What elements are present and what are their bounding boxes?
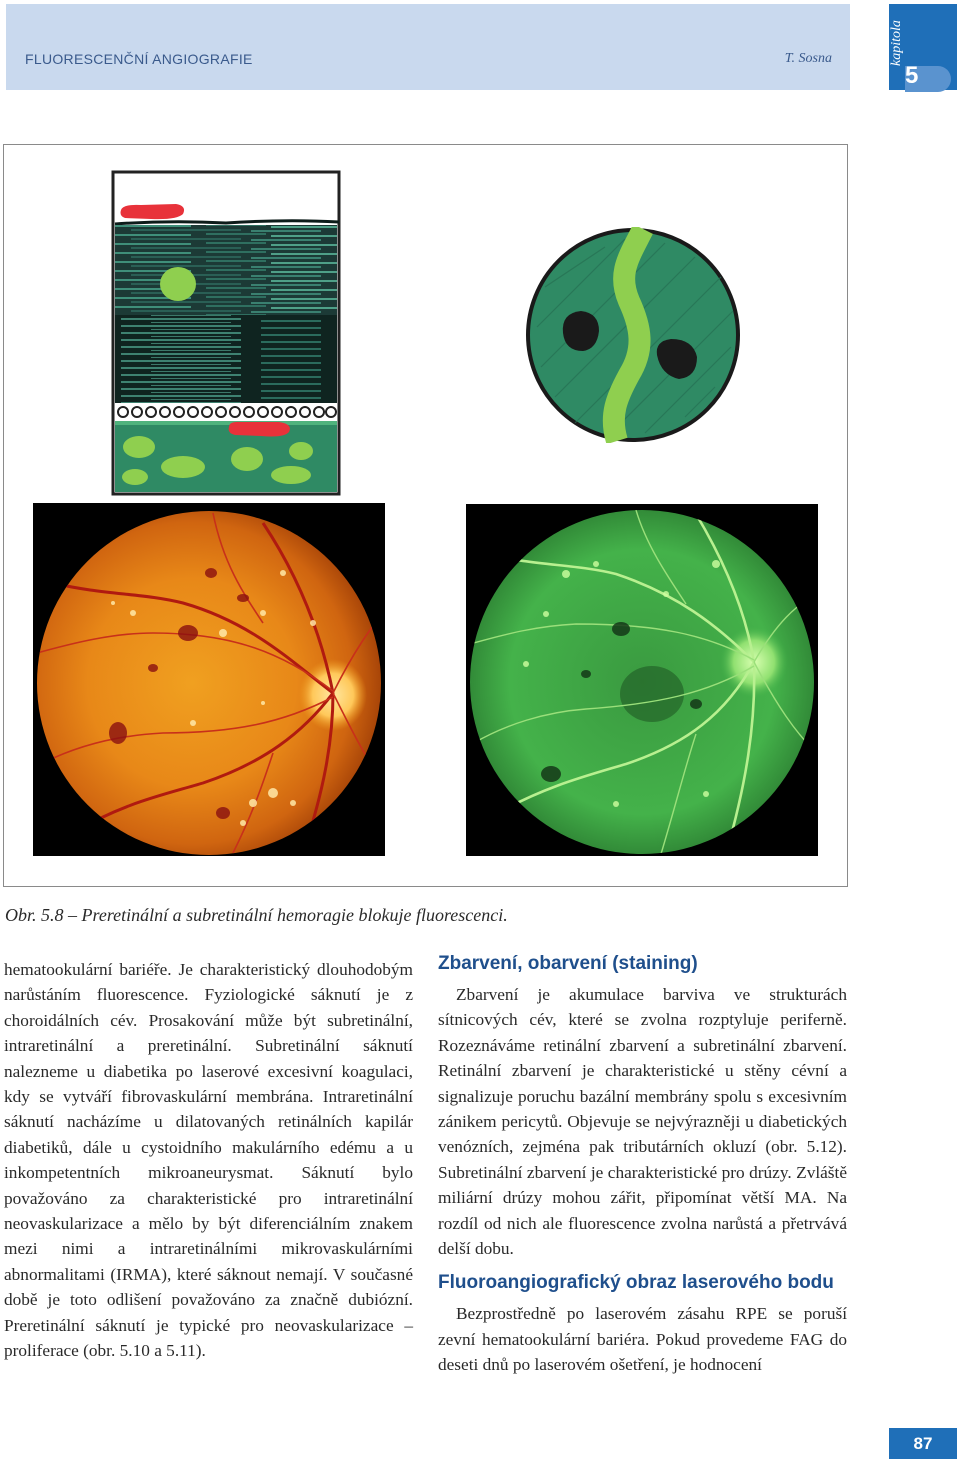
chapter-tab [889,4,957,90]
color-fundus-photo [33,503,385,856]
header-title: FLUORESCENČNÍ ANGIOGRAFIE [25,51,253,67]
figure-frame [3,144,848,887]
chapter-number: 5 [905,62,919,89]
left-column-paragraph: hematookulární bariéře. Je charakteristický dlouhodobým narůstáním fluorescence. Fyziologické sáknutí je z choroidálních cév. Prosakování může být subretinální, intraretinální a preretinální. Subretinální sáknutí nalezneme u diabetika po laserové excesivní koagulaci, kdy se vytváří fibrovaskulární membrána. Intraretinální sáknutí nacházíme u dilatovaných retinálních kapilár diabetiků, dále u cystoidního makulárního edému a u inkompetentních mikroaneurysmat. Sáknutí bylo považováno za charakteristické pro intraretinální neovaskularizace a mělo by být diferenciálním znakem mezi nimi a intraretinálními mikrovaskulárními abnormalitami (IRMA), které sáknout nemají. V současné době je toto odlišení považováno za značně dubiózní. Preretinální sáknutí je typické pro neovaskularizace – proliferace (obr. 5.10 a 5.11). [4,960,413,1361]
staining-paragraph: Zbarvení je akumulace barviva ve strukturách sítnicových cév, které se zvolna rozptyluje periferně. Rozeznáváme retinální zbarvení a subretinální zbarvení. Retinální zbarvení je charakteristické u stěny cévní a signalizuje poruchu bazální membrány spolu s excesivním zánikem pericytů. Objevuje se nejvýrazněji u diabetických venózních, zejména pak tributárních okluzí (obr. 5.12). Subretinální zbarvení je charakteristické pro drúzy. Zvláště miliární drúzy mohou zářit, připomínat větší MA. Na rozdíl od nich ale fluorescence zvolna narůstá a přetrvává delší dobu. [438,985,847,1259]
running-header [6,4,850,90]
fluorescein-angiogram-photo [466,504,818,856]
layer-diagram [111,170,341,496]
circle-diagram [525,227,741,443]
page-number: 87 [889,1428,957,1459]
header-author: T. Sosna [784,51,832,66]
left-column [4,957,413,1364]
section-heading-laser-spot: Fluoroangiografický obraz laserového bodu [438,1272,834,1294]
section-heading-staining: Zbarvení, obarvení (staining) [438,953,698,974]
laser-spot-paragraph: Bezprostředně po laserovém zásahu RPE se poruší zevní hematookulární bariéra. Pokud provedeme FAG do deseti dnů po laserovém ošetření, je hodnocení [438,1304,847,1375]
right-column [438,951,847,1378]
chapter-tab-label: kapitola [889,20,904,66]
figure-caption: Obr. 5.8 – Preretinální a subretinální hemoragie blokuje fluorescenci. [5,905,508,925]
